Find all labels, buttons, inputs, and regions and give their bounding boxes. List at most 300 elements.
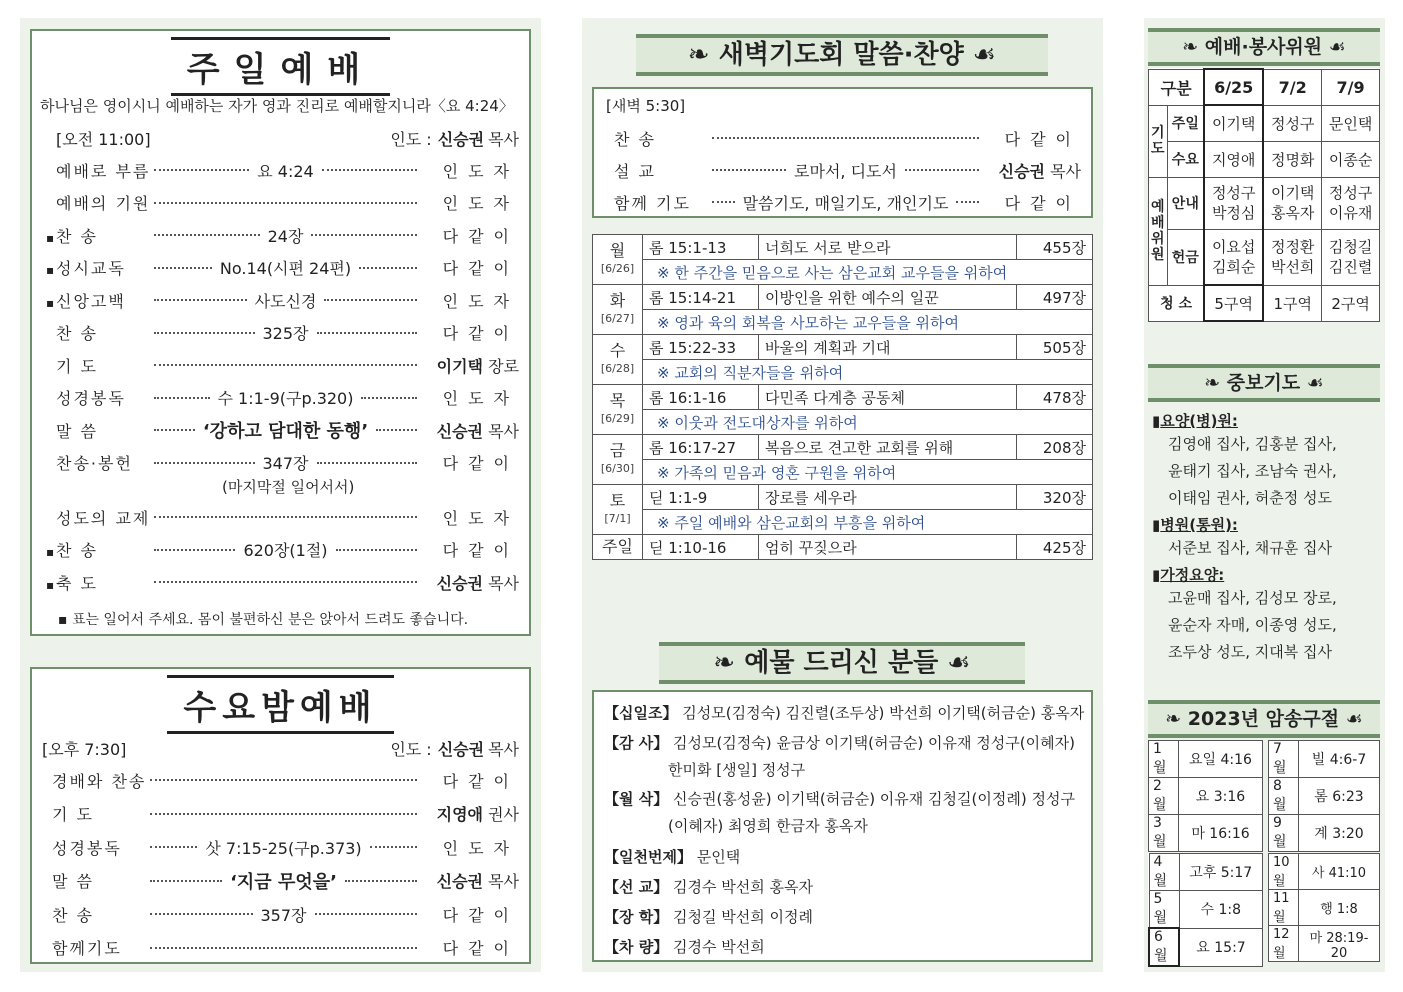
order-person: 다같이 (442, 541, 519, 560)
dot-leader (154, 234, 260, 236)
dot-leader (712, 137, 979, 139)
staff-cell (1263, 229, 1321, 285)
memory-month: 10월 (1269, 854, 1299, 890)
order-detail: ‘지금 무엇을’ (230, 871, 337, 893)
order-person: 이기택 장로 (436, 356, 519, 376)
order-row (46, 188, 519, 218)
dot-leader (317, 332, 418, 334)
staff-row-label: 수요 (1167, 141, 1204, 177)
order-person: 지영애 권사 (436, 805, 519, 824)
order-label: ▪찬 송 (46, 541, 98, 560)
leader-prefix: 인도 : (390, 129, 432, 149)
schedule-day: 금 [6/30] (593, 435, 643, 485)
offering-names-cont: 한미화 [생일] 정성구 (668, 761, 806, 779)
ornament-icon: ❧ (1182, 36, 1205, 58)
schedule-ref: 딛 1:1-9 (643, 485, 759, 510)
staff-name: 정정환 (1270, 238, 1315, 256)
order-row (46, 318, 519, 348)
order-label: ▪찬 송 (46, 226, 98, 246)
stand-mark: ▪ (46, 230, 57, 245)
schedule-hymn: 320장 (1017, 485, 1093, 510)
order-row (46, 285, 519, 315)
staff-name: 이유재 (1328, 204, 1373, 222)
memory-row (1269, 926, 1380, 962)
dawn-schedule-table (592, 234, 1093, 560)
memory-month: 7월 (1269, 741, 1299, 778)
staff-header-date: 6/25 (1204, 69, 1263, 105)
staff-row-label: 청 소 (1149, 285, 1205, 321)
schedule-row (593, 285, 1093, 310)
offering-category: 【장 학】 (604, 908, 669, 926)
square-bullet-icon: ▮ (1152, 412, 1161, 430)
leader-prefix: 인도 : (390, 739, 432, 759)
order-row (604, 123, 1081, 153)
staff-header-date: 7/2 (1263, 69, 1321, 105)
staff-group-serve: 예배위원 (1149, 177, 1168, 285)
schedule-hymn: 505장 (1017, 335, 1093, 360)
memory-row (1269, 741, 1380, 778)
schedule-note-row (593, 260, 1093, 285)
order-label: 함께기도 (52, 939, 122, 958)
memory-row (1149, 778, 1263, 815)
memory-row (1149, 741, 1263, 778)
leader-title: 목사 (488, 739, 519, 759)
order-detail: 24장 (267, 226, 304, 246)
order-person: 인도자 (442, 161, 520, 181)
order-row (46, 253, 519, 283)
offering-row (604, 906, 813, 927)
wednesday-service-box (30, 667, 531, 964)
dot-leader (154, 429, 195, 431)
schedule-note-row (593, 510, 1093, 535)
offering-box (592, 690, 1093, 962)
order-row (46, 502, 519, 532)
memory-month: 3월 (1149, 815, 1179, 852)
staff-name: 박정심 (1211, 204, 1256, 222)
order-row (42, 933, 519, 963)
dot-leader (154, 169, 249, 171)
schedule-row (593, 385, 1093, 410)
memory-table-right-bottom (1268, 853, 1380, 962)
intercession-line: 윤순자 자매, 이종영 성도, (1168, 616, 1337, 634)
order-row (42, 832, 519, 862)
schedule-row (593, 485, 1093, 510)
schedule-ref: 롬 15:1-13 (643, 235, 759, 260)
ornament-icon: ❧ (713, 648, 745, 678)
dot-leader (361, 397, 417, 399)
ornament-icon: ☙ (1300, 372, 1324, 394)
order-label: 찬 송 (56, 324, 98, 343)
schedule-row (593, 535, 1093, 560)
offering-names: 김청길 박선희 이정례 (672, 908, 813, 926)
offering-row (604, 876, 813, 897)
order-row (46, 567, 519, 597)
dot-leader (150, 779, 417, 781)
sunday-footnote: ▪ 표는 일어서 주세요. 몸이 불편하신 분은 앉아서 드려도 좋습니다. (58, 612, 469, 628)
memory-month: 5월 (1149, 891, 1179, 929)
memory-verse: 롬 6:23 (1299, 778, 1380, 815)
order-row (46, 535, 519, 565)
dot-leader (154, 267, 212, 269)
staff-header-date: 7/9 (1322, 69, 1380, 105)
dawn-title: 새벽기도회 말씀·찬양 (718, 40, 964, 70)
dot-leader (154, 581, 417, 583)
leader-name: 신승권 (437, 129, 485, 149)
intercession-title-banner (1148, 364, 1380, 402)
stand-mark: ▪ (46, 295, 57, 310)
order-person: 인도자 (442, 838, 520, 858)
prayer-note: ※ 영과 육의 회복을 사모하는 교우들을 위하여 (643, 310, 1093, 335)
intercession-list (1152, 408, 1380, 666)
order-label: 찬 송 (614, 129, 656, 149)
intercession-group-head: ▮가정요양: (1152, 566, 1225, 584)
ornament-icon: ☙ (963, 40, 997, 70)
staff-name: 김진렬 (1328, 258, 1373, 276)
order-detail: ‘강하고 담대한 동행’ (202, 421, 369, 442)
memory-title: 2023년 암송구절 (1187, 708, 1340, 730)
offering-row (604, 732, 1075, 780)
schedule-day: 목 [6/29] (593, 385, 643, 435)
staff-cell: 1구역 (1263, 285, 1321, 321)
stand-mark: ▪ (46, 545, 57, 559)
staff-name: 이기택 (1270, 184, 1315, 202)
dot-leader (336, 549, 417, 551)
prayer-note: ※ 한 주간을 믿음으로 사는 삼은교회 교우들을 위하여 (643, 260, 1093, 285)
order-row (46, 383, 519, 413)
memory-month: 12월 (1269, 926, 1299, 962)
order-person: 다같이 (442, 324, 519, 343)
order-label: 성경봉독 (56, 389, 126, 408)
order-detail: 수 1:1-9(구p.320) (217, 389, 354, 408)
schedule-note-row (593, 410, 1093, 435)
memory-row (1269, 778, 1380, 815)
staff-cell (1204, 177, 1263, 229)
offering-category: 【십일조】 (604, 704, 678, 722)
staff-row-label: 안내 (1167, 177, 1204, 229)
dot-leader (154, 516, 417, 518)
order-detail: 요 4:24 (257, 161, 314, 181)
staff-row-label: 주일 (1167, 105, 1204, 141)
order-person: 다같이 (442, 771, 519, 791)
memory-verse: 행 1:8 (1299, 890, 1380, 926)
sunday-verse: 하나님은 영이시니 예배하는 자가 영과 진리로 예배할지니라〈요 4:24〉 (40, 97, 514, 115)
schedule-ref: 딛 1:10-16 (643, 535, 759, 560)
dawn-title-banner (636, 34, 1048, 76)
schedule-hymn: 478장 (1017, 385, 1093, 410)
dot-leader (154, 332, 255, 334)
schedule-hymn: 455장 (1017, 235, 1093, 260)
order-person: 신승권 목사 (436, 573, 519, 593)
order-person: 인도자 (442, 291, 520, 311)
offering-row (604, 846, 740, 867)
staff-name: 김희순 (1211, 257, 1256, 276)
schedule-sermon-title: 엄히 꾸짖으라 (759, 535, 1017, 560)
memory-row (1149, 854, 1263, 891)
schedule-day: 화 [6/27] (593, 285, 643, 335)
offering-category: 【차 량】 (604, 938, 669, 956)
order-person: 인도자 (442, 508, 519, 528)
prayer-note: ※ 주일 예배와 삼은교회의 부흥을 위하여 (643, 510, 1093, 535)
sunday-title: 주일예배 (171, 37, 390, 96)
staff-name: 정성구 (1328, 184, 1373, 202)
order-row (42, 899, 519, 929)
dot-leader (345, 880, 417, 882)
dot-leader (311, 234, 417, 236)
intercession-group-head: ▮병원(통원): (1152, 516, 1238, 534)
order-detail: 사도신경 (254, 291, 317, 311)
dot-leader (154, 364, 417, 366)
offering-names: 김경수 박선희 홍옥자 (672, 878, 813, 896)
prayer-note: ※ 교회의 직분자들을 위하여 (643, 360, 1093, 385)
ornament-icon: ❧ (1165, 708, 1188, 730)
order-detail: 325장 (262, 324, 309, 343)
schedule-row (593, 235, 1093, 260)
schedule-row (593, 435, 1093, 460)
order-label: 성도의 교제 (56, 508, 151, 528)
memory-verse: 요일 4:16 (1179, 741, 1263, 778)
order-label: 기 도 (52, 805, 94, 824)
stand-mark: ▪ (46, 263, 57, 277)
schedule-hymn: 425장 (1017, 535, 1093, 560)
sunday-service-box (30, 29, 531, 636)
memory-verse: 사 41:10 (1299, 854, 1380, 890)
leader-title: 목사 (488, 129, 519, 149)
offering-row (604, 702, 1084, 723)
staff-name: 정성구 (1211, 184, 1256, 202)
schedule-day: 토 [7/1] (593, 485, 643, 535)
order-person: 다같이 (442, 454, 519, 473)
order-row (46, 350, 519, 380)
memory-title-banner (1148, 700, 1380, 738)
order-person: 인도자 (442, 389, 519, 408)
order-label: 예배로 부름 (56, 161, 151, 181)
square-bullet-icon: ▮ (1152, 516, 1161, 534)
staff-name: 박선희 (1270, 258, 1315, 276)
offering-category: 【선 교】 (604, 878, 669, 896)
order-label: 함께 기도 (614, 193, 691, 213)
dot-leader (376, 429, 417, 431)
intercession-line: 윤태기 집사, 조남숙 권사, (1168, 462, 1337, 480)
memory-table-right-top (1268, 740, 1380, 852)
memory-verse: 수 1:8 (1179, 891, 1263, 929)
order-person: 신승권 목사 (436, 872, 520, 891)
schedule-sermon-title: 너희도 서로 받으라 (759, 235, 1017, 260)
intercession-line: 고윤매 집사, 김성모 장로, (1168, 589, 1337, 607)
dot-leader (150, 813, 417, 815)
intercession-line: 조두상 성도, 지대복 집사 (1168, 643, 1332, 661)
dot-leader (154, 299, 247, 301)
dot-leader (150, 880, 222, 882)
dot-leader (905, 169, 979, 171)
staff-row-label: 헌금 (1167, 229, 1204, 285)
order-row (604, 155, 1081, 185)
staff-cell: 2구역 (1322, 285, 1380, 321)
order-person: 다같이 (1004, 129, 1081, 149)
standing-note: (마지막절 일어서서) (222, 478, 355, 496)
order-person: 다같이 (1004, 193, 1082, 213)
ornament-icon: ☙ (1322, 36, 1346, 58)
schedule-hymn: 208장 (1017, 435, 1093, 460)
dawn-order-box (592, 87, 1093, 218)
memory-row (1149, 891, 1263, 929)
order-detail: 로마서, 디도서 (794, 161, 897, 181)
memory-month: 1월 (1149, 741, 1179, 778)
schedule-ref: 롬 16:17-27 (643, 435, 759, 460)
wednesday-title: 수요밤예배 (167, 675, 393, 734)
order-person: 신승권 목사 (998, 161, 1082, 181)
order-row (42, 765, 519, 795)
schedule-hymn: 497장 (1017, 285, 1093, 310)
prayer-note: ※ 이웃과 전도대상자를 위하여 (643, 410, 1093, 435)
schedule-day: 주일 (593, 535, 643, 560)
order-row (42, 866, 519, 896)
dot-leader (956, 201, 979, 203)
memory-month: 4월 (1149, 854, 1179, 891)
ornament-icon: ☙ (938, 648, 971, 678)
memory-verse: 마 28:19-20 (1299, 926, 1380, 962)
memory-row (1269, 890, 1380, 926)
staff-header-cell: 구분 (1149, 69, 1205, 105)
order-label: 찬송·봉헌 (56, 454, 133, 473)
offering-names: 김성모(김정숙) 김진렬(조두상) 박선희 이기택(허금순) 홍옥자 (682, 704, 1085, 722)
order-label: ▪축 도 (46, 573, 98, 593)
order-person: 인도자 (442, 194, 519, 213)
dot-leader (322, 169, 417, 171)
order-row (42, 799, 519, 829)
square-bullet-icon: ▮ (1152, 566, 1161, 584)
intercession-title: 중보기도 (1226, 372, 1301, 394)
memory-month: 11월 (1269, 890, 1299, 926)
schedule-note-row (593, 310, 1093, 335)
ornament-icon: ❧ (1204, 372, 1227, 394)
order-label: 말 씀 (56, 421, 98, 441)
staff-cell: 이종순 (1322, 141, 1380, 177)
memory-row (1149, 928, 1263, 966)
prayer-note: ※ 가족의 믿음과 영혼 구원을 위하여 (643, 460, 1093, 485)
wednesday-time-row (42, 733, 519, 763)
order-detail: No.14(시편 24편) (219, 259, 352, 278)
offering-category: 【감 사】 (604, 734, 669, 752)
staff-cell: 이기택 (1204, 105, 1263, 141)
dot-leader (712, 169, 786, 171)
order-row (46, 448, 519, 478)
offering-names: 문인택 (696, 848, 741, 866)
staff-name: 홍옥자 (1270, 204, 1315, 222)
order-label: 찬 송 (52, 905, 94, 925)
memory-verse: 요 15:7 (1179, 928, 1263, 966)
intercession-line: 서준보 집사, 채규훈 집사 (1168, 539, 1332, 557)
staff-title-banner (1148, 28, 1380, 66)
schedule-ref: 롬 15:22-33 (643, 335, 759, 360)
dot-leader (154, 202, 417, 204)
schedule-sermon-title: 장로를 세우라 (759, 485, 1017, 510)
memory-row (1149, 815, 1263, 852)
order-person: 다같이 (442, 259, 520, 278)
staff-cell (1204, 229, 1263, 285)
order-person: 다같이 (442, 939, 519, 958)
order-label: 성경봉독 (52, 838, 122, 858)
staff-title: 예배·봉사위원 (1204, 36, 1323, 58)
staff-cell: 문인택 (1322, 105, 1380, 141)
dot-leader (150, 846, 197, 848)
dot-leader (154, 462, 255, 464)
schedule-sermon-title: 바울의 계획과 기대 (759, 335, 1017, 360)
order-label: 기 도 (56, 356, 98, 376)
staff-cell: 정성구 (1263, 105, 1321, 141)
leader-name: 신승권 (437, 739, 485, 759)
dot-leader (359, 267, 417, 269)
staff-cell: 지영애 (1204, 141, 1263, 177)
order-person: 다같이 (442, 905, 519, 925)
order-label: 예배의 기원 (56, 194, 151, 213)
offering-names: 김성모(김정숙) 윤금상 이기택(허금순) 이유재 정성구(이혜자) (672, 734, 1075, 752)
intercession-line: 이태임 권사, 허춘정 성도 (1168, 489, 1332, 507)
order-detail: 347장 (262, 454, 309, 473)
memory-month: 6월 (1149, 928, 1179, 966)
schedule-ref: 롬 16:1-16 (643, 385, 759, 410)
staff-cell (1322, 177, 1380, 229)
schedule-sermon-title: 이방인을 위한 예수의 일꾼 (759, 285, 1017, 310)
staff-name: 김청길 (1328, 238, 1373, 256)
staff-name: 이요섭 (1211, 237, 1256, 256)
memory-verse: 계 3:20 (1299, 815, 1380, 852)
dot-leader (154, 549, 235, 551)
memory-table-left-top (1148, 740, 1263, 852)
dot-leader (324, 299, 417, 301)
memory-table-left-bottom (1148, 853, 1263, 967)
offering-category: 【일천번제】 (604, 848, 692, 866)
memory-month: 8월 (1269, 778, 1299, 815)
order-row (604, 187, 1081, 217)
intercession-line: 김영애 집사, 김홍분 집사, (1168, 435, 1337, 453)
memory-row (1269, 815, 1380, 852)
schedule-sermon-title: 다민족 다계층 공동체 (759, 385, 1017, 410)
memory-month: 9월 (1269, 815, 1299, 852)
staff-cell: 5구역 (1204, 285, 1263, 321)
dot-leader (154, 397, 210, 399)
offering-row (604, 788, 1075, 836)
memory-month: 2월 (1149, 778, 1179, 815)
offering-names: 신승권(홍성윤) 이기택(허금순) 이유재 김청길(이정례) 정성구 (672, 790, 1075, 808)
order-person: 다같이 (442, 226, 520, 246)
order-label: ▪성시교독 (46, 259, 126, 278)
dot-leader (317, 462, 418, 464)
order-detail: 357장 (260, 905, 307, 925)
dot-leader (370, 846, 417, 848)
order-label: 설 교 (614, 161, 656, 181)
order-person: 신승권 목사 (436, 421, 519, 441)
memory-verse: 빌 4:6-7 (1299, 741, 1380, 778)
intercession-group-head: ▮요양(병)원: (1152, 412, 1238, 430)
order-detail: 말씀기도, 매일기도, 개인기도 (742, 193, 949, 213)
stand-mark: ▪ (46, 577, 57, 592)
sunday-time: [오전 11:00] (56, 129, 151, 149)
schedule-day: 수 [6/28] (593, 335, 643, 385)
sunday-time-row (46, 123, 519, 153)
order-label: 말 씀 (52, 872, 94, 891)
memory-verse: 마 16:16 (1179, 815, 1263, 852)
schedule-day: 월 [6/26] (593, 235, 643, 285)
order-detail: 620장(1절) (243, 541, 328, 560)
schedule-ref: 롬 15:14-21 (643, 285, 759, 310)
order-detail: 삿 7:15-25(구p.373) (205, 838, 362, 858)
staff-group-pray: 기도 (1149, 105, 1168, 177)
offering-names: 김경수 박선희 (672, 938, 765, 956)
dawn-time: [새벽 5:30] (606, 97, 686, 115)
schedule-sermon-title: 복음으로 견고한 교회를 위해 (759, 435, 1017, 460)
ornament-icon: ☙ (1339, 708, 1363, 730)
staff-cell (1263, 177, 1321, 229)
